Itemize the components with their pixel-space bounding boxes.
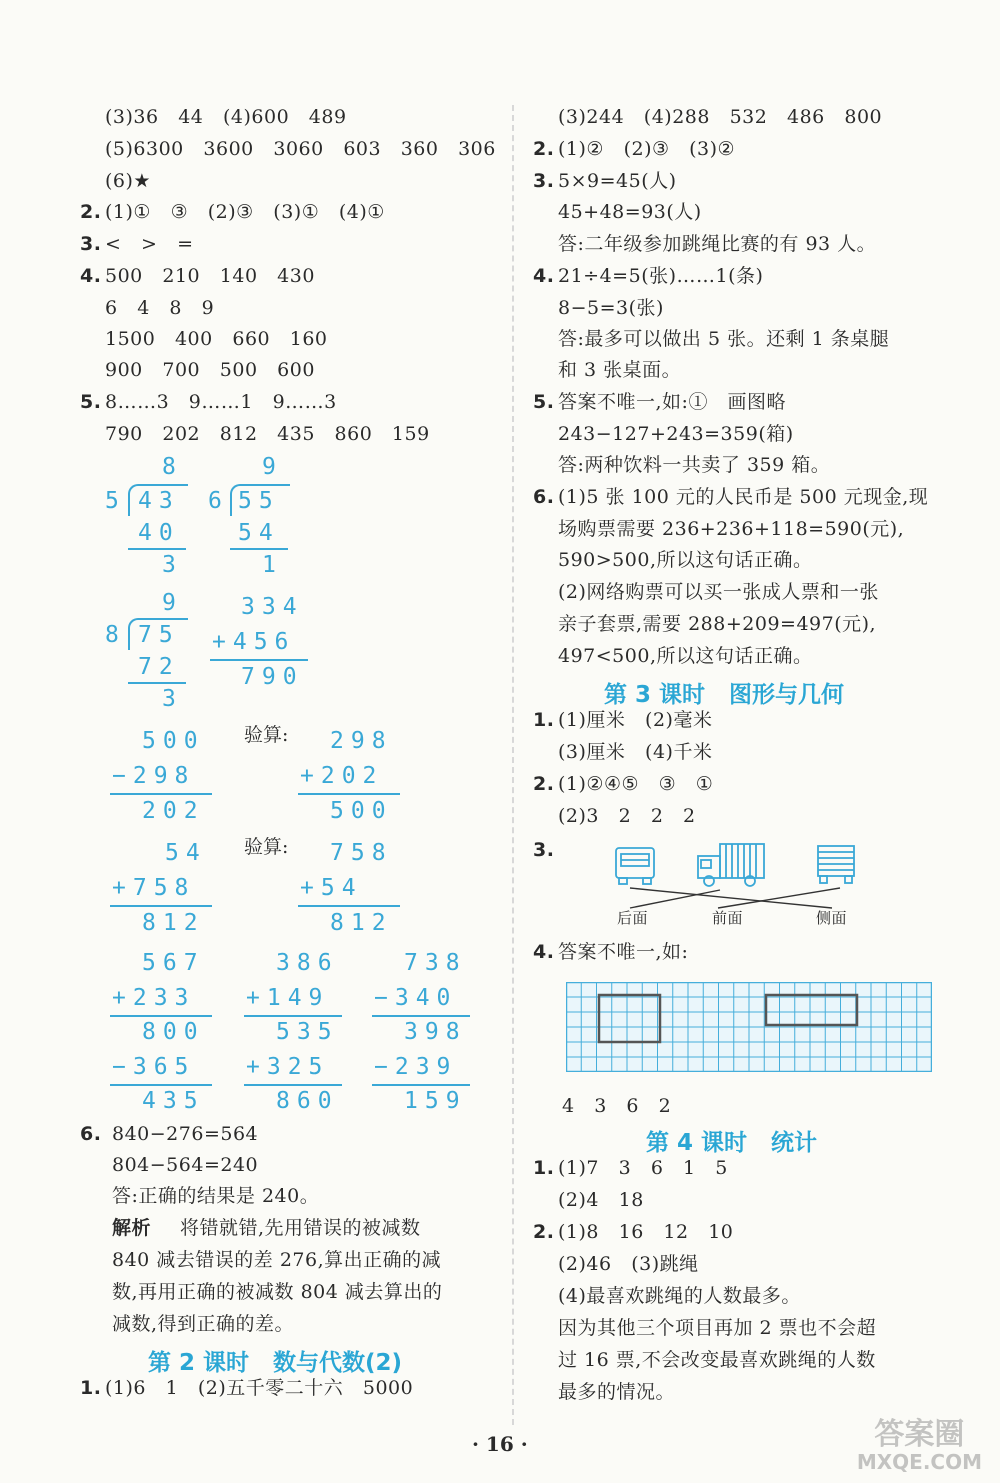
operand: 54 [165, 840, 207, 866]
answer-line: 5×9=45(人) [558, 170, 677, 192]
truck-side-view-icon [818, 846, 854, 883]
sum-line [298, 793, 400, 795]
question-number: 4. [533, 941, 555, 963]
question-number: 2. [533, 1221, 555, 1243]
divisor: 6 [208, 488, 229, 514]
operand: 334 [241, 594, 304, 620]
answer-line: 答:两种饮料一共卖了 359 箱。 [558, 454, 831, 476]
result: 159 [404, 1088, 467, 1114]
answer-line: 8……3 9……1 9……3 [105, 391, 337, 413]
question-number: 4. [80, 265, 102, 287]
analysis-line: 数,再用正确的被减数 804 减去算出的 [112, 1281, 443, 1303]
remainder: 1 [262, 552, 283, 578]
answer-line: (1)5 张 100 元的人民币是 500 元现金,现 [558, 486, 929, 508]
answer-line: 804−564=240 [112, 1154, 259, 1176]
answer-line: 4 3 6 2 [562, 1095, 672, 1117]
answer-line: 过 16 票,不会改变最喜欢跳绳的人数 [558, 1349, 876, 1371]
answer-line: (6)★ [105, 170, 151, 192]
answer-line: (5)6300 3600 3060 603 360 306 [105, 138, 496, 160]
section-heading: 第 4 课时 统计 [646, 1130, 818, 1156]
answer-line: 497<500,所以这句话正确。 [558, 645, 813, 667]
answer-line: 场购票需要 236+236+118=590(元), [558, 518, 905, 540]
answer-line: (1)8 16 12 10 [558, 1221, 734, 1243]
answer-line: 900 700 500 600 [105, 359, 315, 381]
operand: +54 [300, 875, 363, 901]
answer-line: 答:正确的结果是 240。 [112, 1185, 320, 1207]
answer-line: < > = [105, 233, 194, 255]
sum-line [298, 905, 400, 907]
operand: +149 [246, 985, 330, 1011]
result: 860 [276, 1088, 339, 1114]
square-grid [566, 982, 932, 1072]
view-label: 前面 [712, 909, 744, 927]
analysis-label: 解析 [112, 1217, 152, 1239]
question-number: 5. [533, 391, 555, 413]
matching-lines [630, 888, 840, 908]
quotient: 9 [162, 590, 183, 616]
question-number: 3. [80, 233, 102, 255]
quotient: 9 [262, 454, 283, 480]
question-number: 1. [533, 1157, 555, 1179]
remainder: 3 [162, 552, 183, 578]
analysis-line: 减数,得到正确的差。 [112, 1313, 295, 1335]
dividend: 75 [138, 622, 180, 648]
result: 812 [142, 910, 205, 936]
answer-line: 500 210 140 430 [105, 265, 315, 287]
question-number: 1. [533, 709, 555, 731]
watermark-logo [857, 1419, 982, 1473]
question-number: 6. [80, 1123, 102, 1145]
truck-back-view-icon [616, 848, 654, 884]
remainder: 3 [162, 686, 183, 712]
operand: 738 [404, 950, 467, 976]
view-label: 侧面 [816, 909, 848, 927]
section-heading: 第 2 课时 数与代数(2) [148, 1350, 403, 1376]
question-number: 3. [533, 839, 555, 861]
answer-line: 45+48=93(人) [558, 201, 702, 223]
answer-line: (1)① ③ (2)③ (3)① (4)① [105, 201, 385, 223]
section-heading: 第 3 课时 图形与几何 [604, 682, 845, 708]
analysis-line: 840 减去错误的差 276,算出正确的减 [112, 1249, 442, 1271]
question-number: 2. [533, 773, 555, 795]
operand: +758 [112, 875, 196, 901]
result: 812 [330, 910, 393, 936]
answer-line: 答:二年级参加跳绳比赛的有 93 人。 [558, 233, 877, 255]
answer-line: 最多的情况。 [558, 1381, 676, 1403]
operand: 567 [142, 950, 205, 976]
check-label: 验算: [244, 836, 289, 858]
result: 398 [404, 1019, 467, 1045]
operand: +202 [300, 763, 384, 789]
question-number: 3. [533, 170, 555, 192]
dividend: 43 [138, 488, 180, 514]
answer-line: (1)6 1 (2)五千零二十六 5000 [105, 1377, 414, 1399]
answer-line: (1)② (2)③ (3)② [558, 138, 736, 160]
answer-line: (1)②④⑤ ③ ① [558, 773, 714, 795]
answer-line: 590>500,所以这句话正确。 [558, 549, 813, 571]
quotient: 8 [162, 454, 183, 480]
product: 54 [238, 520, 280, 546]
answer-line: (3)244 (4)288 532 486 800 [558, 106, 883, 128]
divisor: 5 [105, 488, 126, 514]
dividend: 55 [238, 488, 280, 514]
answer-line: (1)厘米 (2)毫米 [558, 709, 713, 731]
question-number: 1. [80, 1377, 102, 1399]
operand: +456 [212, 629, 296, 655]
answer-line: (2)46 (3)跳绳 [558, 1253, 699, 1275]
answer-line: 因为其他三个项目再加 2 票也不会超 [558, 1317, 877, 1339]
answer-line: 243−127+243=359(箱) [558, 423, 794, 445]
operand: 758 [330, 840, 393, 866]
operand: −340 [374, 985, 458, 1011]
answer-line: (1)7 3 6 1 5 [558, 1157, 728, 1179]
product: 40 [138, 520, 180, 546]
result: 535 [276, 1019, 339, 1045]
answer-line: (3)36 44 (4)600 489 [105, 106, 347, 128]
watermark-bottom: MXQE.COM [856, 1450, 982, 1474]
answer-line: 21÷4=5(张)……1(条) [558, 265, 764, 287]
answer-line: (2)4 18 [558, 1189, 644, 1211]
watermark-top: 答案圈 [874, 1417, 965, 1452]
question-number: 6. [533, 486, 555, 508]
result: 800 [142, 1019, 205, 1045]
question-number: 4. [533, 265, 555, 287]
page-number: · 16 · [472, 1432, 528, 1456]
operand: 500 [142, 728, 205, 754]
view-label: 后面 [617, 909, 649, 927]
operand: −365 [112, 1054, 196, 1080]
operand: −298 [112, 763, 196, 789]
analysis-line: 将错就错,先用错误的被减数 [180, 1217, 421, 1239]
answer-line: 答案不唯一,如: [558, 941, 689, 963]
question-number: 2. [533, 138, 555, 160]
result: 790 [241, 664, 304, 690]
answer-line: 和 3 张桌面。 [558, 359, 682, 381]
answer-line: 亲子套票,需要 288+209=497(元), [558, 613, 877, 635]
answer-line: 1500 400 660 160 [105, 328, 328, 350]
sum-line [110, 793, 212, 795]
operand: +233 [112, 985, 196, 1011]
answer-line: 840−276=564 [112, 1123, 259, 1145]
question-number: 5. [80, 391, 102, 413]
answer-line: (3)厘米 (4)千米 [558, 741, 713, 763]
answer-line: 6 4 8 9 [105, 297, 215, 319]
result: 202 [142, 798, 205, 824]
truck-front-view-icon [698, 844, 764, 886]
operand: 386 [276, 950, 339, 976]
answer-line: (2)网络购票可以买一张成人票和一张 [558, 581, 879, 603]
operand: +325 [246, 1054, 330, 1080]
answer-line: 790 202 812 435 860 159 [105, 423, 430, 445]
product: 72 [138, 654, 180, 680]
column-divider [512, 105, 514, 1425]
result: 500 [330, 798, 393, 824]
divisor: 8 [105, 622, 126, 648]
operand: −239 [374, 1054, 458, 1080]
answer-line: (4)最喜欢跳绳的人数最多。 [558, 1285, 801, 1307]
answer-line: (2)3 2 2 2 [558, 805, 696, 827]
answer-line: 8−5=3(张) [558, 297, 664, 319]
sum-line [110, 905, 212, 907]
question-number: 2. [80, 201, 102, 223]
check-label: 验算: [244, 724, 289, 746]
answer-line: 答:最多可以做出 5 张。还剩 1 条桌腿 [558, 328, 890, 350]
sum-line [210, 659, 308, 661]
answer-line: 答案不唯一,如:① 画图略 [558, 391, 787, 413]
operand: 298 [330, 728, 393, 754]
result: 435 [142, 1088, 205, 1114]
truck-views-figure [600, 838, 870, 910]
